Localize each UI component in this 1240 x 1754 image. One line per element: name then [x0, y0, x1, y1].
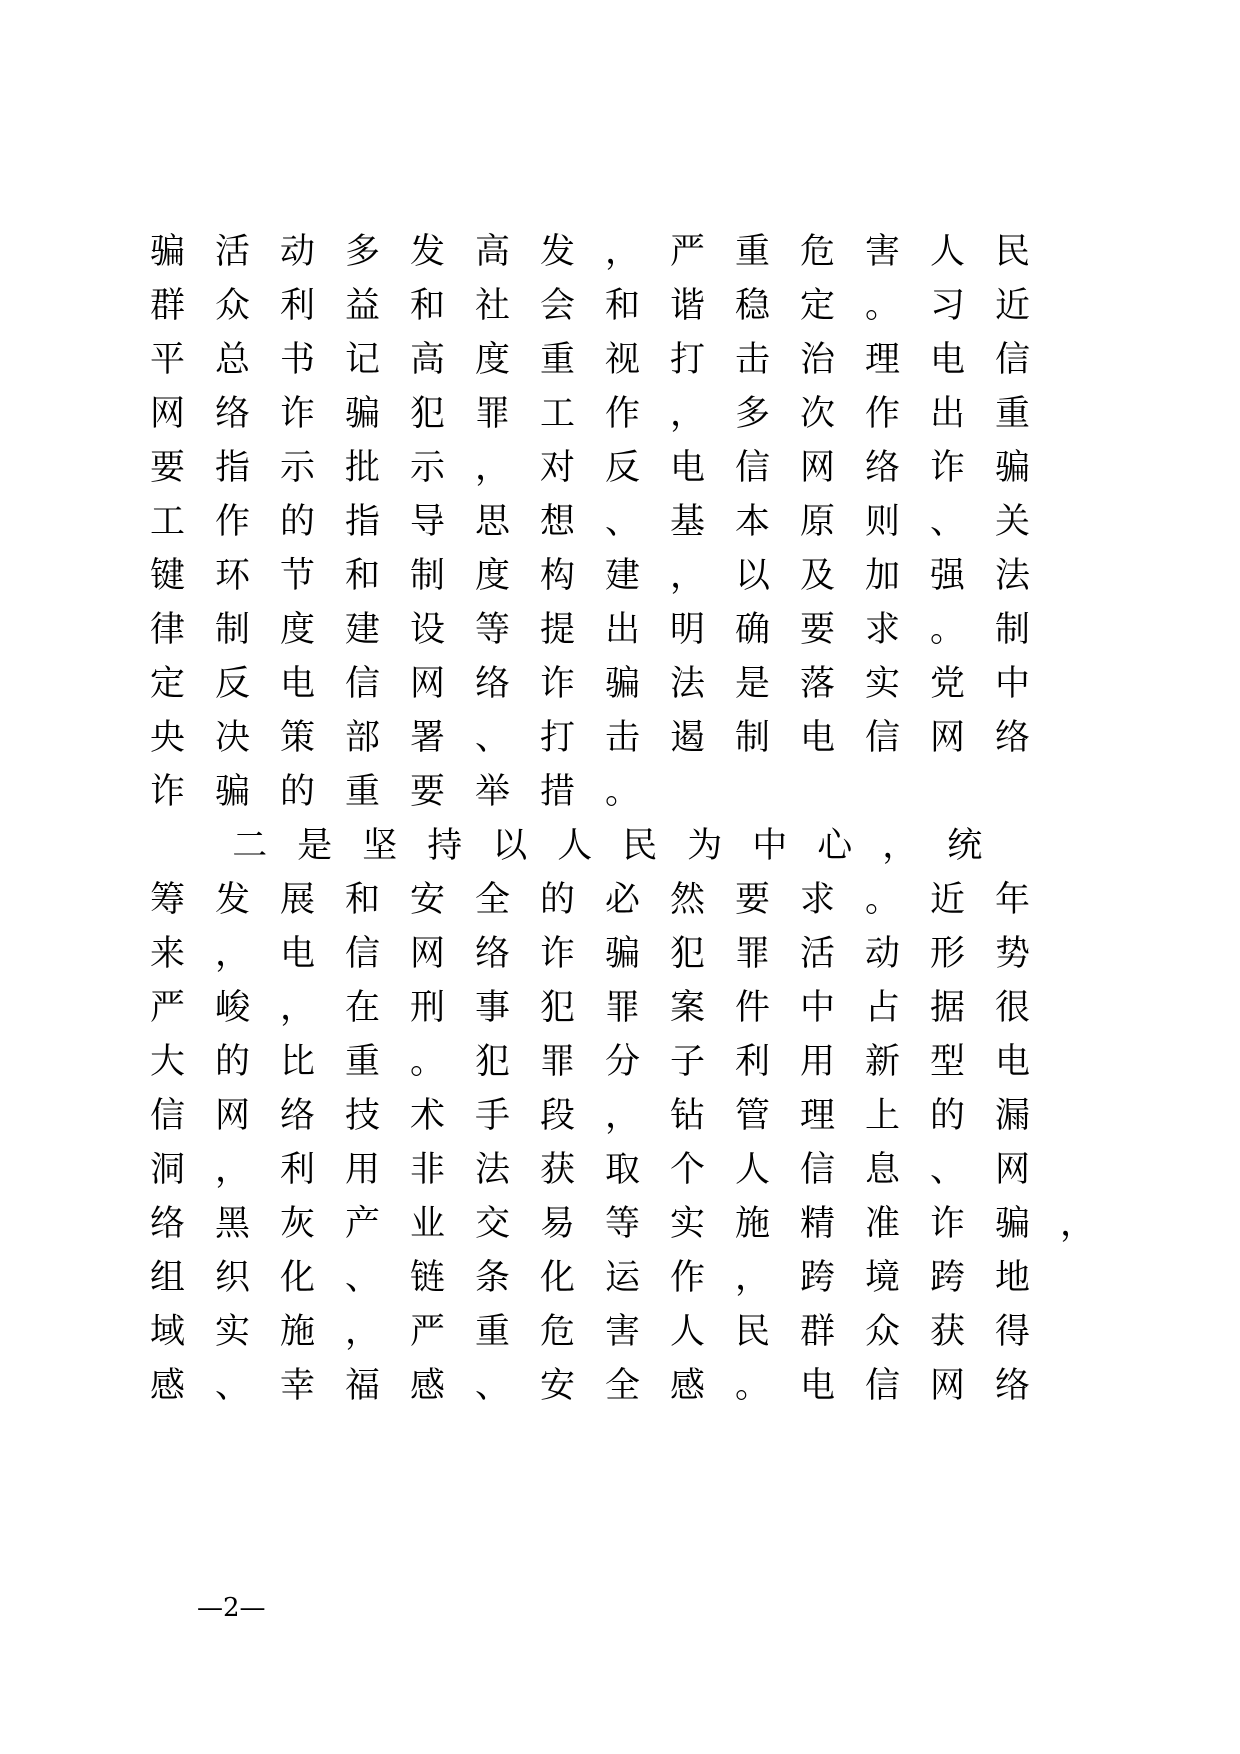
text-line: 域实施，严重危害人民群众获得	[150, 1312, 1061, 1352]
text-line: 网络诈骗犯罪工作，多次作出重	[150, 394, 1061, 434]
text-line: 要指示批示，对反电信网络诈骗	[150, 448, 1061, 488]
text-line: 络黑灰产业交易等实施精准诈骗，	[150, 1204, 1126, 1244]
paragraph-start-line: 二是坚持以人民为中心，统	[150, 826, 1013, 866]
text-line: 骗活动多发高发，严重危害人民	[150, 232, 1061, 272]
text-line: 大的比重。犯罪分子利用新型电	[150, 1042, 1061, 1082]
page-number: —2—	[197, 1593, 266, 1623]
text-line: 定反电信网络诈骗法是落实党中	[150, 664, 1061, 704]
text-line: 键环节和制度构建，以及加强法	[150, 556, 1061, 596]
text-line: 平总书记高度重视打击治理电信	[150, 340, 1061, 380]
text-line: 工作的指导思想、基本原则、关	[150, 502, 1061, 542]
text-line: 组织化、链条化运作，跨境跨地	[150, 1258, 1061, 1298]
text-line: 诈骗的重要举措。	[150, 772, 671, 812]
text-line: 央决策部署、打击遏制电信网络	[150, 718, 1061, 758]
text-line: 信网络技术手段，钻管理上的漏	[150, 1096, 1061, 1136]
text-line: 感、幸福感、安全感。电信网络	[150, 1366, 1061, 1406]
text-line: 群众利益和社会和谐稳定。习近	[150, 286, 1061, 326]
text-line: 筹发展和安全的必然要求。近年	[150, 880, 1061, 920]
text-line: 来，电信网络诈骗犯罪活动形势	[150, 934, 1061, 974]
text-line: 洞，利用非法获取个人信息、网	[150, 1150, 1061, 1190]
text-line: 严峻，在刑事犯罪案件中占据很	[150, 988, 1061, 1028]
text-line: 律制度建设等提出明确要求。制	[150, 610, 1061, 650]
